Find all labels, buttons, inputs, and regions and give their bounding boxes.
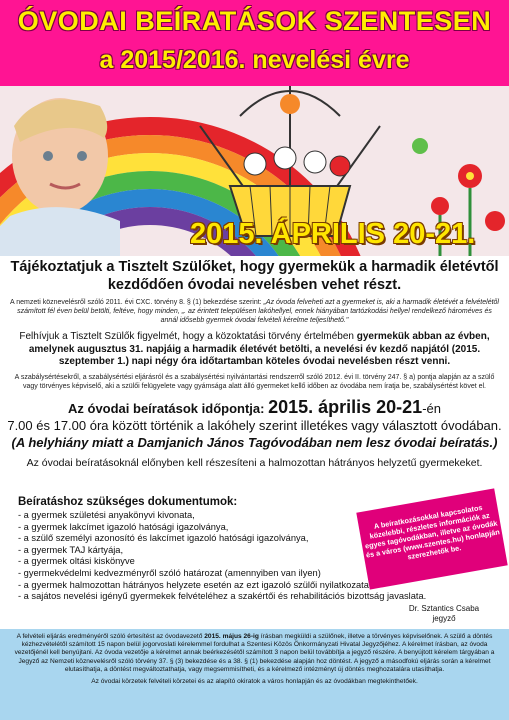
law-1-text: A nemzeti köznevelésről szóló 2011. évi CXC. törvény 8. § (1) bekezdése szerint: <box>10 299 262 306</box>
page-title: ÓVODAI BEÍRATÁSOK SZENTESEN <box>17 6 492 36</box>
footer-last-line: Az óvodai körzetek felvételi körzetei és az alapító okiratok a város honlapján és az óvodákban megtekinthetőek. <box>91 678 418 686</box>
signature-role: jegyző <box>432 614 456 623</box>
signature-name: Dr. Sztantics Csaba <box>408 604 480 613</box>
law-paragraph-1 <box>10 298 499 325</box>
page-subtitle: a 2015/2016. nevelési évre <box>99 46 410 74</box>
enrollment-dates: 2015. április 20-21 <box>268 396 423 417</box>
attention-text: Felhívjuk a Tisztelt Szülők figyelmét, hogy a közoktatási törvény értelmében <box>19 331 357 342</box>
footer-line-1 <box>0 629 509 674</box>
list-item: - a gyermek lakcímet igazoló hatósági igazolványa, <box>18 521 229 532</box>
list-item: - a gyermek oltási kiskönyve <box>18 556 135 567</box>
list-item: - a szülő személyi azonosító és lakcímet igazoló hatósági igazolványa, <box>18 533 309 544</box>
enrollment-notice: (A helyhiány miatt a Damjanich János Tagóvodában nem lesz óvodai beíratás.) <box>11 434 498 450</box>
footer-body: A szülő a döntés kézhezvételétől számított 15 napon belül jogorvoslati kérelemmel fordulhat a Szentesi Közös Önkormányzati Hivatal Jegyzőjéhez. A kérelmet írásban, az óvoda vezetőjénél kell benyújtani. Az óvoda vezetője a kérelmet annak beérkezésétől számított 3 napon belül továbbítja a jegyző részére. A benyújtott kérelem tárgyában a Jegyző az Nemzeti köznevelésről szóló törvény 37. § (3) bekezdése és a 38. § (1) bekezdése alapján hoz döntést. A jegyző a másodfokú eljárás során a kérelmet elutasíthatja, a döntést megváltoztathatja, vagy megsemmisítheti, és a kérelmező intézményt új döntés meghozatalára utasíthatja. <box>14 633 495 673</box>
enrollment-date <box>6 396 503 451</box>
signature-block <box>404 604 484 624</box>
law-paragraph-2: A szabálysértésekről, a szabálysértési eljárásról és a szabálysértési nyilvántartási rendszerről szóló 2012. évi II. törvény 247. § a) pontja alapján az a szülő vagy törvényes képviselő, aki a szülői felügyelete vagy gyámsága alatt álló gyermeket kellő időben az óvodába nem íratja be, szabálysértést követ el. <box>14 373 495 390</box>
footer-line-1-date: 2015. május 26-ig <box>204 633 259 640</box>
attention-paragraph <box>10 331 499 369</box>
documents-title: Beíratáshoz szükséges dokumentumok: <box>18 496 238 508</box>
list-item: - a sajátos nevelési igényű gyermekek felvételéhez a szakértői és rehabilitációs bizottság javaslata. <box>18 591 427 602</box>
info-note: A beíratkozásokkal kapcsolatos közelebbi, részletes információk az egyes tagóvodákban, illetve az óvodák és a város (www.szentes.hu) honlapján szerezhetők be. <box>356 488 507 589</box>
date-banner: 2015. ÁPRILIS 20-21. <box>190 218 476 250</box>
attention-bold: gyermekük abban az évben, amelynek augusztus 31. napjáig a harmadik életévét betölti, a nevelési év kezdő napjától (2015. szeptember 1.) napi négy óra időtartamban köteles óvodai nevelésben részt venni. <box>28 331 490 367</box>
footer-line-1-pre: A felvételi eljárás eredményéről szóló értesítést az óvodavezető <box>16 633 205 640</box>
footer-notice <box>0 629 509 720</box>
list-item: - a gyermek halmozottan hátrányos helyzete esetén az ezt igazoló szülői nyilatkozata <box>18 579 369 590</box>
header-banner <box>0 0 509 86</box>
main-content <box>0 258 509 469</box>
law-1-quote: „Az óvoda felveheti azt a gyermeket is, aki a harmadik életévét a felvételétől számított fél éven belül betölti, feltéve, hogy minden, „. az érintett településen lakóhellyel, ennek hiányában tartózkodási hellyel rendelkező hároméves és annál idősebb gyermek óvodai felvételi kérelme teljesíthető." <box>17 299 499 324</box>
list-item: - a gyermek születési anyakönyvi kivonata, <box>18 510 195 520</box>
list-item: - gyermekvédelmi kedvezményről szóló határozat (amennyiben van ilyen) <box>18 567 321 578</box>
footer-line-1-post: írásban megküldi a szülőnek, illetve a törvényes képviselőnek. <box>258 633 443 640</box>
lead-paragraph: Tájékoztatjuk a Tisztelt Szülőket, hogy gyermekük a harmadik életévtől kezdődően óvodai nevelésben vehet részt. <box>10 259 499 293</box>
enrollment-suffix: -én <box>422 400 441 416</box>
priority-text: Az óvodai beíratásoknál előnyben kell részesíteni a halmozottan hátrányos helyzetű gyermekeket. <box>26 456 483 469</box>
list-item: - a gyermek TAJ kártyája, <box>18 544 124 555</box>
child-photo <box>0 98 120 256</box>
enrollment-hours: 7.00 és 17.00 óra között történik a lakóhely szerint illetékes vagy választott óvodában. <box>7 417 502 433</box>
enrollment-prefix: Az óvodai beíratások időpontja: <box>68 400 269 416</box>
